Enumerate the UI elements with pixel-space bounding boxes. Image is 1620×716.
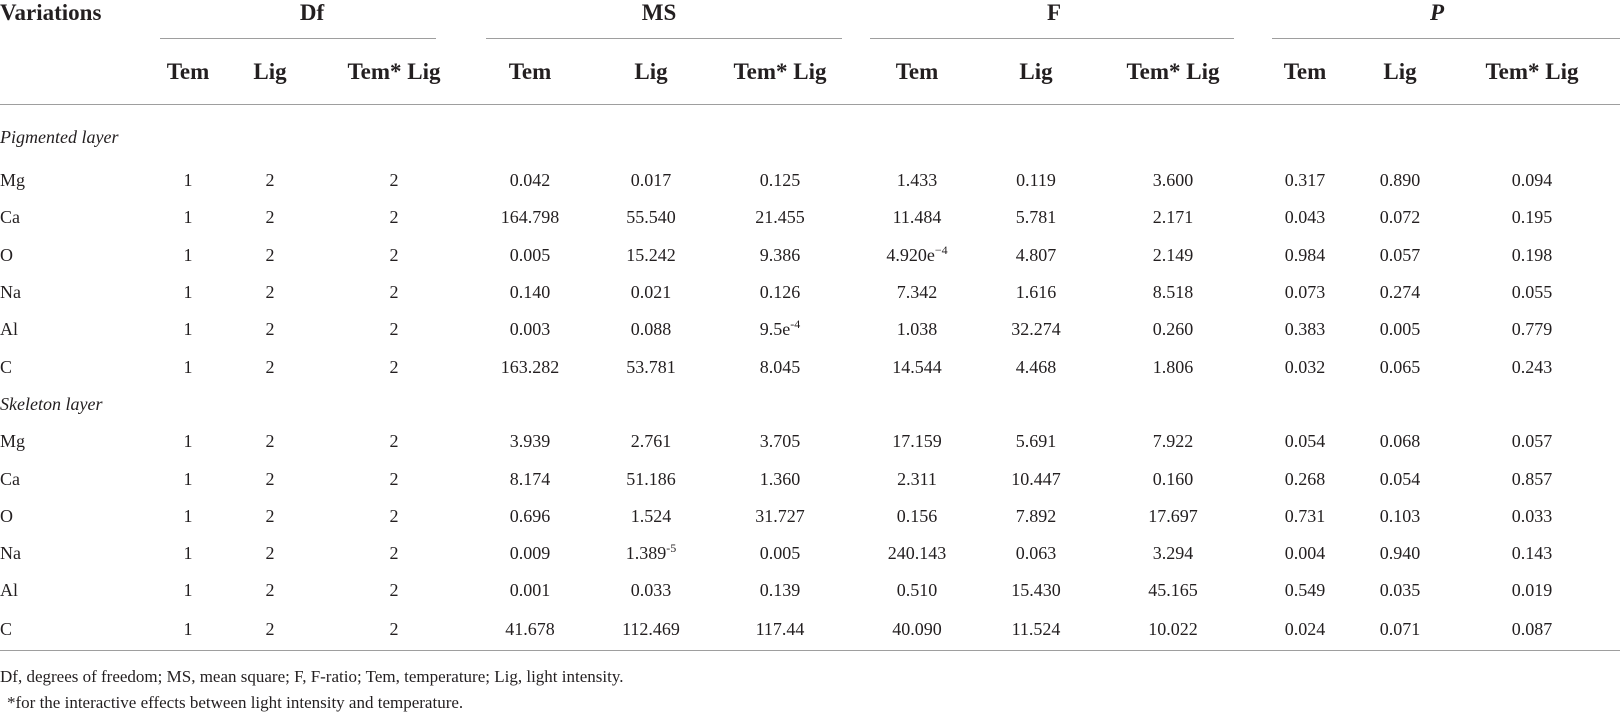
- subheader-f-tem-lig: Tem* Lig: [1126, 59, 1220, 84]
- section-row: [0, 386, 1620, 423]
- df-value-cell: 2: [389, 468, 399, 489]
- subheader-p-tem: Tem: [1283, 59, 1327, 84]
- p-value-cell: 0.243: [1511, 356, 1553, 377]
- table-row: [0, 572, 1620, 609]
- df-value-cell: 2: [389, 619, 399, 640]
- ms-value-cell: $1.389^{-5}$: [625, 541, 677, 564]
- ms-value-cell: 0.017: [630, 170, 672, 191]
- ms-value-cell: 117.44: [755, 619, 805, 640]
- exponent: -5: [666, 541, 677, 556]
- ms-value-cell: 1.360: [759, 468, 801, 489]
- ms-value-cell: 51.186: [626, 468, 676, 489]
- df-value-cell: 1: [183, 468, 193, 489]
- variations-header: Variations: [0, 0, 102, 25]
- f-value-cell: 0.063: [1015, 543, 1057, 564]
- df-value-cell: 1: [183, 282, 193, 303]
- df-value-cell: 2: [389, 431, 399, 452]
- df-value-cell: 2: [265, 580, 275, 601]
- f-value-cell: 3.600: [1152, 170, 1194, 191]
- ms-group-header: MS: [464, 0, 854, 40]
- header-blank-cell: [0, 40, 160, 105]
- f-value-cell: 11.524: [1011, 619, 1061, 640]
- f-value-cell: 0.156: [896, 505, 938, 526]
- table-row: [0, 274, 1620, 311]
- f-value-cell: 17.697: [1148, 505, 1198, 526]
- table-row: [0, 199, 1620, 236]
- f-value-cell: 10.022: [1148, 619, 1198, 640]
- table-row: [0, 162, 1620, 199]
- df-value-cell: 1: [183, 244, 193, 265]
- df-value-cell: 2: [265, 468, 275, 489]
- subheader-df-tem: Tem: [166, 59, 210, 84]
- f-value-cell: 5.781: [1015, 207, 1057, 228]
- ms-value-cell: 0.125: [759, 170, 801, 191]
- f-value-cell: 14.544: [892, 356, 942, 377]
- element-label: Na: [0, 543, 21, 564]
- df-value-cell: 2: [389, 319, 399, 340]
- f-value-cell: 0.510: [896, 580, 938, 601]
- element-label: Al: [0, 580, 18, 601]
- table-row: [0, 348, 1620, 385]
- table-row: [0, 535, 1620, 572]
- section-title: Skeleton layer: [0, 393, 103, 414]
- f-value-cell: 7.922: [1152, 431, 1194, 452]
- p-value-cell: 0.274: [1379, 282, 1421, 303]
- table-body: [0, 105, 1620, 651]
- f-value-cell: 1.433: [896, 170, 938, 191]
- f-value-cell: 8.518: [1152, 282, 1194, 303]
- f-value-cell: 40.090: [892, 619, 942, 640]
- f-value-cell: 32.274: [1011, 319, 1061, 340]
- section-row: [0, 105, 1620, 163]
- df-value-cell: 1: [183, 207, 193, 228]
- subheader-p-tem-lig: Tem* Lig: [1485, 59, 1579, 84]
- df-value-cell: 1: [183, 319, 193, 340]
- subheader-ms-tem: Tem: [508, 59, 552, 84]
- element-label: C: [0, 619, 13, 640]
- subheader-ms-tem-lig: Tem* Lig: [733, 59, 827, 84]
- element-label: Mg: [0, 431, 26, 452]
- ms-value-cell: 8.045: [759, 356, 801, 377]
- ms-value-cell: 15.242: [626, 244, 676, 265]
- p-value-cell: 0.057: [1511, 431, 1553, 452]
- table-row: [0, 610, 1620, 651]
- ms-value-cell: 1.524: [630, 505, 672, 526]
- df-value-cell: 1: [183, 580, 193, 601]
- ms-value-cell: 0.009: [509, 543, 551, 564]
- f-value-cell: 1.806: [1152, 356, 1194, 377]
- p-group-header: P: [1254, 0, 1620, 40]
- subheader-ms-lig: Lig: [634, 59, 668, 84]
- exponent: −4: [934, 242, 948, 257]
- p-value-cell: 0.004: [1284, 543, 1326, 564]
- p-value-cell: 0.073: [1284, 282, 1326, 303]
- p-value-cell: 0.057: [1379, 244, 1421, 265]
- df-group-header: Df: [160, 0, 464, 40]
- p-value-cell: 0.043: [1284, 207, 1326, 228]
- f-value-cell: 0.119: [1016, 170, 1056, 191]
- p-value-cell: 0.890: [1379, 170, 1421, 191]
- df-value-cell: 2: [265, 207, 275, 228]
- header-group-row: [0, 0, 1620, 40]
- df-value-cell: 1: [183, 619, 193, 640]
- p-value-cell: 0.731: [1284, 505, 1326, 526]
- subheader-f-tem: Tem: [895, 59, 939, 84]
- f-value-cell: 1.616: [1015, 282, 1057, 303]
- p-value-cell: 0.032: [1284, 356, 1326, 377]
- p-value-cell: 0.549: [1284, 580, 1326, 601]
- f-value-cell: 2.311: [897, 468, 937, 489]
- df-value-cell: 2: [265, 282, 275, 303]
- p-value-cell: 0.857: [1511, 468, 1553, 489]
- ms-value-cell: 0.088: [630, 319, 672, 340]
- subheader-f-lig: Lig: [1019, 59, 1053, 84]
- p-value-cell: 0.024: [1284, 619, 1326, 640]
- table-row: [0, 311, 1620, 348]
- f-value-cell: 45.165: [1148, 580, 1198, 601]
- p-value-cell: 0.268: [1284, 468, 1326, 489]
- ms-value-cell: 112.469: [622, 619, 680, 640]
- element-label: C: [0, 356, 13, 377]
- p-value-cell: 0.198: [1511, 244, 1553, 265]
- ms-value-cell: 163.282: [500, 356, 560, 377]
- p-value-cell: 0.779: [1511, 319, 1553, 340]
- f-value-cell: 4.468: [1015, 356, 1057, 377]
- ms-value-cell: 3.939: [509, 431, 551, 452]
- p-value-cell: 0.033: [1511, 505, 1553, 526]
- ms-value-cell: 0.003: [509, 319, 551, 340]
- element-label: Al: [0, 319, 18, 340]
- f-value-cell: 3.294: [1152, 543, 1194, 564]
- df-value-cell: 2: [389, 282, 399, 303]
- p-value-cell: 0.984: [1284, 244, 1326, 265]
- p-value-cell: 0.072: [1379, 207, 1421, 228]
- ms-value-cell: 3.705: [759, 431, 801, 452]
- p-value-cell: 0.383: [1284, 319, 1326, 340]
- ms-value-cell: 8.174: [509, 468, 551, 489]
- subheader-p-lig: Lig: [1383, 59, 1417, 84]
- footnote-interaction: *for the interactive effects between light intensity and temperature.: [7, 693, 464, 712]
- ms-value-cell: 0.696: [509, 505, 551, 526]
- element-label: Ca: [0, 207, 20, 228]
- f-value-cell: 5.691: [1015, 431, 1057, 452]
- ms-value-cell: 2.761: [630, 431, 672, 452]
- p-value-cell: 0.103: [1379, 505, 1421, 526]
- df-value-cell: 2: [389, 356, 399, 377]
- df-value-cell: 2: [265, 431, 275, 452]
- f-value-cell: 0.160: [1152, 468, 1194, 489]
- df-value-cell: 2: [265, 170, 275, 191]
- df-value-cell: 2: [265, 356, 275, 377]
- p-value-cell: 0.087: [1511, 619, 1553, 640]
- df-value-cell: 1: [183, 170, 193, 191]
- f-value-cell: 17.159: [892, 431, 942, 452]
- f-value-cell: 7.892: [1015, 505, 1057, 526]
- footnote-abbreviations: Df, degrees of freedom; MS, mean square; F, F-ratio; Tem, temperature; Lig, light intensity.: [0, 667, 624, 686]
- p-value-cell: 0.055: [1511, 282, 1553, 303]
- p-value-cell: 0.068: [1379, 431, 1421, 452]
- f-value-cell: 4.807: [1015, 244, 1057, 265]
- f-value-cell: 1.038: [896, 319, 938, 340]
- p-value-cell: 0.065: [1379, 356, 1421, 377]
- f-value-cell: 15.430: [1011, 580, 1061, 601]
- df-value-cell: 2: [265, 543, 275, 564]
- f-group-header: F: [854, 0, 1254, 40]
- df-value-cell: 2: [389, 244, 399, 265]
- df-value-cell: 2: [389, 170, 399, 191]
- f-value-cell: 2.171: [1152, 207, 1194, 228]
- table-row: [0, 423, 1620, 460]
- df-value-cell: 2: [389, 505, 399, 526]
- ms-value-cell: 0.126: [759, 282, 801, 303]
- table-row: [0, 498, 1620, 535]
- df-value-cell: 1: [183, 356, 193, 377]
- table-row: [0, 460, 1620, 497]
- f-value-cell: 0.260: [1152, 319, 1194, 340]
- ms-value-cell: $9.5e^{-4}$: [759, 317, 801, 340]
- ms-value-cell: 0.139: [759, 580, 801, 601]
- df-value-cell: 1: [183, 431, 193, 452]
- df-value-cell: 2: [265, 619, 275, 640]
- table-footnotes: [0, 664, 623, 716]
- ms-value-cell: 0.042: [509, 170, 551, 191]
- df-value-cell: 1: [183, 543, 193, 564]
- ms-value-cell: 9.386: [759, 244, 801, 265]
- f-value-cell: 7.342: [896, 282, 938, 303]
- p-value-cell: 0.071: [1379, 619, 1421, 640]
- element-label: Mg: [0, 170, 26, 191]
- element-label: O: [0, 244, 13, 265]
- df-value-cell: 2: [389, 543, 399, 564]
- ms-value-cell: 55.540: [626, 207, 676, 228]
- f-value-cell: 10.447: [1011, 468, 1061, 489]
- subheader-df-lig: Lig: [253, 59, 287, 84]
- p-value-cell: 0.054: [1379, 468, 1421, 489]
- p-value-cell: 0.317: [1284, 170, 1326, 191]
- df-value-cell: 2: [265, 244, 275, 265]
- df-value-cell: 1: [183, 505, 193, 526]
- subheader-df-tem-lig: Tem* Lig: [347, 59, 441, 84]
- section-title: Pigmented layer: [0, 127, 119, 147]
- exponent: -4: [790, 317, 801, 332]
- f-value-cell: 2.149: [1152, 244, 1194, 265]
- element-label: Ca: [0, 468, 20, 489]
- f-value-cell: 240.143: [887, 543, 947, 564]
- df-value-cell: 2: [265, 505, 275, 526]
- f-value-cell: $4.920e^{-4}$: [886, 242, 948, 265]
- p-value-cell: 0.019: [1511, 580, 1553, 601]
- p-value-cell: 0.143: [1511, 543, 1553, 564]
- ms-value-cell: 0.140: [509, 282, 551, 303]
- ms-value-cell: 0.005: [509, 244, 551, 265]
- ms-value-cell: 0.001: [509, 580, 551, 601]
- df-value-cell: 2: [265, 319, 275, 340]
- p-value-cell: 0.195: [1511, 207, 1553, 228]
- element-label: O: [0, 505, 13, 526]
- p-value-cell: 0.094: [1511, 170, 1553, 191]
- table-row: [0, 237, 1620, 274]
- ms-value-cell: 53.781: [626, 356, 676, 377]
- ms-value-cell: 0.005: [759, 543, 801, 564]
- ms-value-cell: 164.798: [500, 207, 560, 228]
- ms-value-cell: 21.455: [755, 207, 805, 228]
- df-value-cell: 2: [389, 580, 399, 601]
- ms-value-cell: 0.033: [630, 580, 672, 601]
- p-value-cell: 0.940: [1379, 543, 1421, 564]
- ms-value-cell: 41.678: [505, 619, 555, 640]
- f-value-cell: 11.484: [892, 207, 942, 228]
- p-value-cell: 0.054: [1284, 431, 1326, 452]
- header-sub-row: [0, 40, 1620, 105]
- df-value-cell: 2: [389, 207, 399, 228]
- ms-value-cell: 0.021: [630, 282, 672, 303]
- p-value-cell: 0.035: [1379, 580, 1421, 601]
- element-label: Na: [0, 282, 21, 303]
- p-value-cell: 0.005: [1379, 319, 1421, 340]
- ms-value-cell: 31.727: [755, 505, 805, 526]
